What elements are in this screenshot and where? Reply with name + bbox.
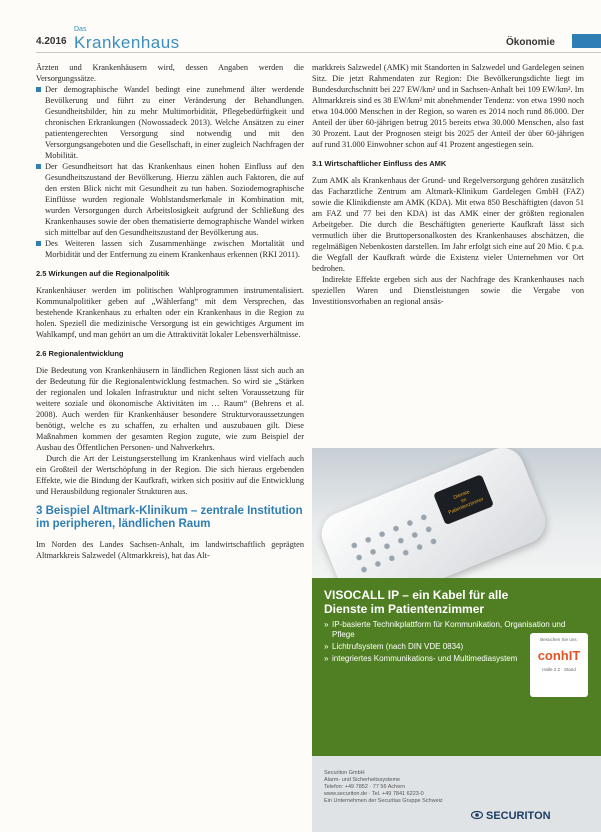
- paragraph: Indirekte Effekte ergeben sich aus der Nachfrage des Krankenhauses nach speziellen Waren und Dienstleistungen sowie die Vergabe von Investitionsvorhaben an regional ansäs-: [312, 275, 584, 306]
- magazine-logo: Krankenhaus: [74, 33, 180, 52]
- ad-contact-info: [324, 770, 484, 805]
- paragraph: Durch die Art der Leistungserstellung im Krankenhaus wird vielfach auch ein Großteil der Wertschöpfung in der Region. Die sich hieraus ergebenden Effekte, wie die Bindung der Kaufkraft, wirken sich positiv auf die Entwicklung und Herausbildung regionaler Strukturen aus.: [36, 454, 304, 496]
- list-item: Des Weiteren lassen sich Zusammenhänge zwischen Mortalität und Morbidität und der Entfernung zu einem Krankenhaus erkennen (RKI 2011).: [36, 238, 304, 260]
- contact-text: Securiton GmbH Alarm- und Sicherheitssysteme Telefon: +49 7852 · 77 56 Achern www.securiton.de · Tel. +49 7841 6223-0 Ein Unternehmen der Securitas Gruppe Schweiz: [324, 770, 443, 804]
- badge-subcaption: Halle 2.2 · Stand: [542, 667, 576, 672]
- header-divider: [36, 52, 601, 53]
- left-column: [36, 62, 304, 561]
- conhit-badge: [530, 633, 588, 697]
- paragraph: Zum AMK als Krankenhaus der Grund- und Regelversorgung gehören zusätzlich das Facharztliche Zentrum am Altmark-Klinikum Gardelegen GmbH (FAZ) sowie die Klinikdienste am AMK (KDA). Mit etwa 850 Beschäftigten (davon 51 am FAZ und 77 bei den KDA) ist das AMK einer der größten regionalen Arbeitgeber. Die durch die Beschäftigten generierte Kaufkraft lässt sich vermutlich über die Bruttopersonalkosten des Krankenhauses abschätzen, die regelmäßigen Nebenkosten darstellen. Im Jahr erfolgt sich eine auf 20 Mio. € p.a. die Wegfall der Kaufkraft würde die Existenz vieler Unternehmen vor Ort bedrohen.: [312, 176, 584, 273]
- advertisement[interactable]: [312, 448, 601, 832]
- paragraph: Ärzten und Krankenhäusern wird, dessen Angaben werden die Versorgungssätze.: [36, 63, 304, 83]
- handset-display: [433, 474, 494, 525]
- issue-number: 4.2016: [36, 36, 67, 47]
- magazine-logo-prefix: Das: [74, 26, 87, 33]
- ad-headline: VISOCALL IP – ein Kabel für alle Dienste im Patientenzimmer: [324, 588, 509, 616]
- paragraph: Die Bedeutung von Krankenhäusern in ländlichen Regionen lässt sich auch an der Bedeutung für die Regionalentwicklung festmachen. So wird sie „Stärken der regionalen und lokalen Infrastruktur und nicht selten Voraussetzung für weitere soziale und ökonomische Aktivitäten im … Raum“ (Behrens et al. 2008). Auch werden für Krankenhäuser besondere Strukturvoraussetzungen benötigt, welche es zu schaffen, zu erhalten und auszubauen gilt. Diese Maßnahmen kommen der gesamten Region zugute, wie zum Beispiel der Ausbau des Öffentlichen Personen- und Nahverkehrs.: [36, 366, 304, 452]
- badge-caption: Besuchen Sie uns:: [540, 637, 578, 642]
- list-item: Der Gesundheitsort hat das Krankenhaus einen hohen Einfluss auf den Gesundheitszustand der Bevölkerung. Hierzu zählen auch Faktoren, die auf den ersten Blick nicht mit Gesundheit zu tun haben. Soziodemographische Einflüsse wurden regionale Wohlstandsmerkmale in Kombination mit, wurden Versorgungen durch Arbeitslosigkeit aufgrund der Schließung des Krankenhauses sowie der oben thematisierte demographische Wandel wirken sich mittelbar auf den Gesundheitszustand der Bevölkerung aus.: [36, 161, 304, 238]
- subheading-2-5: 2.5 Wirkungen auf die Regionalpolitik: [36, 269, 170, 278]
- ad-feature-item: » integriertes Kommunikations- und Multimediasystem: [324, 654, 574, 664]
- subheading-3-1: 3.1 Wirtschaftlicher Einfluss des AMK: [312, 159, 447, 168]
- badge-logo: conhIT: [537, 648, 581, 663]
- ad-product-photo: [312, 448, 601, 578]
- section-tab-marker: [572, 34, 601, 48]
- chapter-heading: 3 Beispiel Altmark-Klinikum – zentrale Institution im peripheren, ländlichen Raum: [36, 505, 303, 530]
- list-item: Der demographische Wandel bedingt eine zunehmend älter werdende Bevölkerung und führt zu einer Veränderung der Behandlungen. Gesundheitsbilder, hin zu mehr Multimorbidität, Pflegebedürftigkeit und chronischen Erkrankungen (Nowossadeck 2013). Welche Ansätzen zu einer patientengerechten Versorgung sind notwendig und mit den Versorgungsangeboten und die Gesellschaft, in einer zugleich Nachfragen der Mobilität.: [36, 84, 304, 161]
- handset-display-text: Dienste im Patientenzimmer: [447, 489, 485, 516]
- right-column: [312, 62, 584, 307]
- brand-logo: SECURITON: [486, 810, 551, 822]
- ad-feature-item: » Lichtrufsystem (nach DIN VDE 0834): [324, 642, 574, 652]
- keypad-graphic: [345, 509, 443, 580]
- bullet-list: [36, 84, 304, 260]
- paragraph: Im Norden des Landes Sachsen-Anhalt, im landwirtschaftlich geprägten Altmarkkreis Salzwedel (Altmarkkreis), hat das Alt-: [36, 540, 304, 560]
- section-title: Ökonomie: [506, 37, 555, 48]
- paragraph: Krankenhäuser werden im politischen Wahlprogrammen instrumentalisiert. Kommunalpolitiker geben auf „Wählerfang“ mit dem Versprechen, das bestehende Krankenhaus zu erhalten oder ein Krankenhaus in die Region zu holen. Speziell die medizinische Versorgung ist ein gewichtiges Argument im Wahlkampf, und man gehört an um die Attraktivität lokaler Lebensverhältnisse.: [36, 286, 304, 339]
- subheading-2-6: 2.6 Regionalentwicklung: [36, 349, 124, 358]
- paragraph: markkreis Salzwedel (AMK) mit Standorten in Salzwedel und Gardelegen seinen Sitz. Die jetzt Rahmendaten zur Region: Die Bevölkerungsdichte liegt im Bundesdurchschnitt bei 227 EW/km² und in Sachsen-Anhalt bei 109 EW/km². Im Altmarkkreis sind es 38 EW/km² mit abnehmender Tendenz: von etwa 1990 noch etwa 104.000 Menschen in der Region, so waren es 2014 noch rund 86.000. Der Anteil der über 60-jährigen betrug 2015 bereits etwa 30.000 Menschen, also fast 30 Prozent. Laut der Prognosen steigt bis 2025 der Anteil der über 60-jährigen auf rund 31.000 Einwohner schon auf 41 Prozent angestiegen sein.: [312, 63, 584, 149]
- ad-feature-item: » IP-basierte Technikplattform für Kommunikation, Organisation und Pflege: [324, 620, 574, 640]
- page-header: [0, 0, 601, 58]
- eye-logo-icon: [471, 810, 483, 820]
